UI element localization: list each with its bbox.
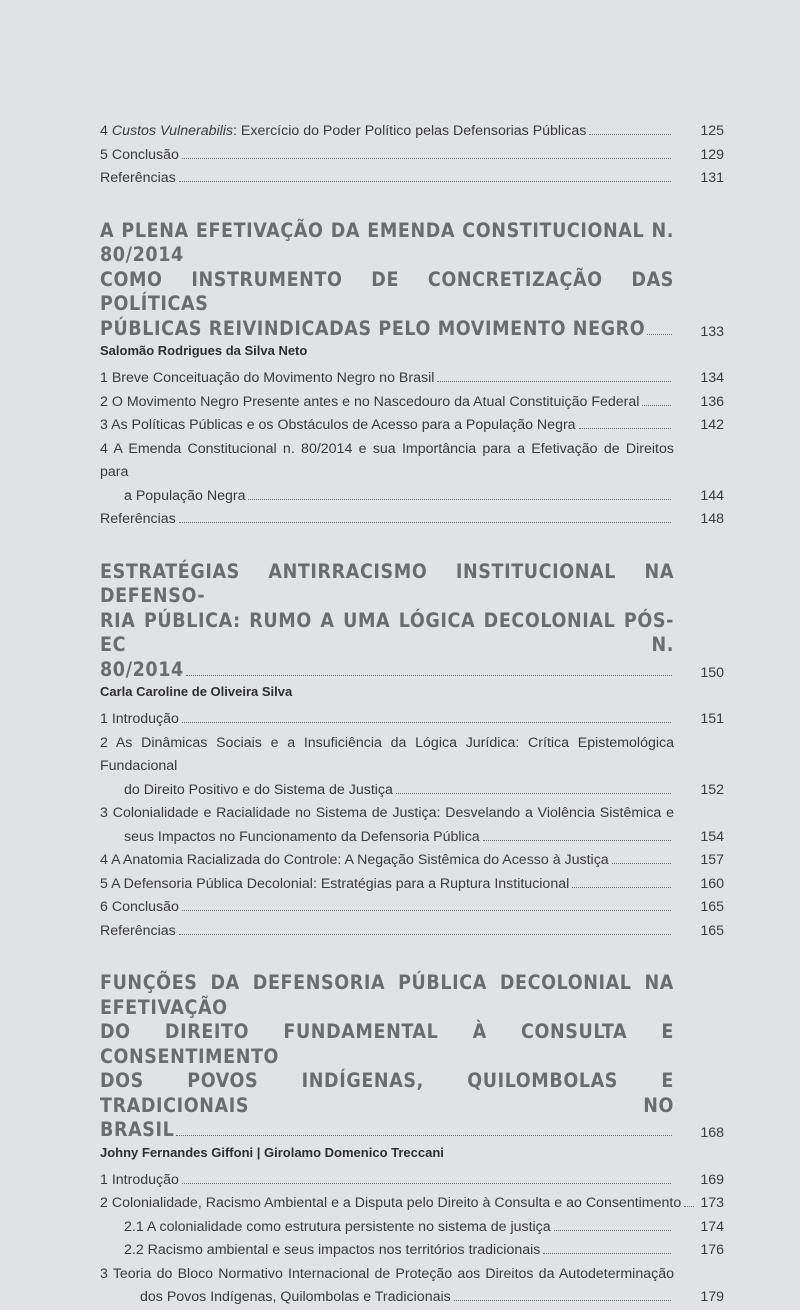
dot-leader	[182, 722, 671, 723]
entry-title-text: Introdução	[111, 711, 179, 727]
table-of-contents	[100, 120, 724, 1310]
dot-leader	[176, 1135, 672, 1136]
entry-title-text: As Políticas Públicas e os Obstáculos de Acesso para a População Negra	[111, 417, 576, 433]
toc-entry	[100, 367, 724, 391]
entry-title	[100, 1169, 179, 1193]
entry-title-text: : Exercício do Poder Político pelas Defensorias Públicas	[233, 123, 587, 139]
entry-number: 4	[100, 123, 112, 139]
entry-title-text: Conclusão	[111, 899, 179, 915]
entry-number: 5	[100, 875, 112, 892]
entry-title-text: Introdução	[111, 1171, 179, 1188]
chapter-title	[100, 971, 724, 1143]
entry-title-text: Breve Conceituação do Movimento Negro no Brasil	[111, 370, 435, 386]
chapter-section	[100, 560, 724, 944]
entry-title	[100, 508, 176, 532]
entry-title-text: dos Povos Indígenas, Quilombolas e Tradicionais	[140, 1289, 451, 1305]
entry-title	[100, 167, 176, 191]
entry-number: 6	[100, 899, 112, 915]
entry-title	[100, 144, 179, 168]
chapter-title-line	[100, 1118, 674, 1143]
entry-title-text: O Movimento Negro Presente antes e no Nascedouro da Atual Constituição Federal	[111, 393, 640, 410]
chapter-author: Carla Caroline de Oliveira Silva	[100, 684, 293, 699]
entry-line	[100, 508, 674, 532]
toc-entry	[100, 896, 724, 920]
entry-page-number: 129	[700, 146, 724, 163]
entry-page-number: 151	[700, 711, 724, 727]
toc-entry	[100, 414, 724, 438]
dot-leader	[396, 793, 671, 794]
dot-leader	[248, 499, 671, 500]
dot-leader	[179, 934, 671, 935]
entry-line	[100, 1263, 674, 1287]
entry-line	[100, 144, 674, 168]
entry-title-text: a População Negra	[124, 487, 246, 504]
chapter-section	[100, 219, 724, 532]
entry-page-number: 148	[700, 511, 724, 527]
entry-page-number: 173	[700, 1195, 724, 1211]
chapter-title-line: RIA PÚBLICA: RUMO A UMA LÓGICA DECOLONIAL PÓS-EC N.	[100, 608, 674, 656]
entry-title-text: Teoria do Bloco Normativo Internacional de Proteção aos Direitos da Autodeterminação	[112, 1265, 674, 1282]
entry-number: 2.1	[124, 1218, 147, 1235]
dot-leader	[186, 675, 672, 676]
entry-title	[100, 873, 569, 897]
chapter-title	[100, 219, 724, 342]
chapter-title-line: ESTRATÉGIAS ANTIRRACISMO INSTITUCIONAL NA DEFENSO-	[100, 559, 674, 607]
entry-line	[100, 896, 674, 920]
entry-page-number: 174	[700, 1218, 724, 1235]
entry-title-text: A Anatomia Racializada do Controle: A Negação Sistêmica do Acesso à Justiça	[111, 852, 609, 868]
toc-entry	[100, 391, 724, 415]
chapter-author: Salomão Rodrigues da Silva Neto	[100, 343, 308, 358]
entry-title	[124, 1239, 540, 1263]
entry-title-text: do Direito Positivo e do Sistema de Justiça	[124, 781, 393, 798]
entry-title-text: As Dinâmicas Sociais e a Insuficiência da Lógica Jurídica: Crítica Epistemológica Fundacional	[100, 734, 674, 774]
entry-page-number: 165	[700, 922, 724, 939]
entry-line	[100, 391, 674, 415]
entry-line	[100, 849, 674, 873]
entry-page-number: 165	[700, 899, 724, 915]
dot-leader	[589, 134, 671, 135]
entry-page-number: 157	[700, 852, 724, 868]
chapter-title-line: FUNÇÕES DA DEFENSORIA PÚBLICA DECOLONIAL NA EFETIVAÇÃO	[100, 971, 674, 1019]
dot-leader	[437, 381, 671, 382]
toc-entry	[100, 1169, 724, 1193]
chapter-author: Johny Fernandes Giffoni | Girolamo Domenico Treccani	[100, 1144, 444, 1160]
entry-number: 2	[100, 734, 116, 751]
entry-title	[100, 920, 176, 944]
dot-leader	[572, 887, 671, 888]
toc-entry	[100, 120, 724, 144]
entry-line	[100, 367, 674, 391]
chapter-title-last: BRASIL	[100, 1118, 175, 1141]
toc-entry	[100, 1216, 724, 1240]
entry-line	[100, 826, 674, 850]
entry-number: 2.2	[124, 1242, 148, 1258]
toc-entry	[100, 144, 724, 168]
toc-entry	[100, 438, 724, 509]
entry-line	[100, 779, 674, 803]
entry-number: 1	[100, 370, 112, 386]
chapter-title-last: PÚBLICAS REIVINDICADAS PELO MOVIMENTO NEGRO	[100, 316, 646, 340]
entry-page-number: 136	[700, 393, 724, 410]
entry-title-text: Referências	[100, 511, 176, 527]
toc-entry	[100, 849, 724, 873]
entry-line	[100, 920, 674, 944]
toc-entry	[100, 1263, 724, 1310]
entry-number: 2	[100, 393, 112, 410]
entry-line	[100, 732, 674, 779]
entry-title-italic: Custos Vulnerabilis	[111, 123, 234, 139]
toc-entry	[100, 1239, 724, 1263]
entry-title-text: A Emenda Constitucional n. 80/2014 e sua Importância para a Efetivação de Direitos para	[100, 440, 674, 480]
entry-title-text: Referências	[100, 170, 176, 186]
entry-title-text: Referências	[100, 922, 176, 939]
entry-page-number: 134	[700, 370, 724, 386]
entry-title-text: Colonialidade, Racismo Ambiental e a Disputa pelo Direito à Consulta e ao Consentimento	[111, 1195, 682, 1211]
entry-number: 3	[100, 417, 112, 433]
entry-line	[100, 1192, 682, 1216]
entry-line	[100, 1286, 674, 1310]
entry-title-text: Racismo ambiental e seus impactos nos territórios tradicionais	[147, 1242, 541, 1258]
entry-number: 2	[100, 1195, 112, 1211]
dot-leader	[612, 863, 671, 864]
toc-entry	[100, 1192, 724, 1216]
entry-line	[100, 438, 674, 485]
entry-title-text: Colonialidade e Racialidade no Sistema de Justiça: Desvelando a Violência Sistêmica e	[112, 805, 674, 821]
entry-page-number: 142	[700, 417, 724, 433]
entry-line	[100, 802, 674, 826]
chapter-page-number: 133	[700, 323, 724, 340]
toc-entry	[100, 920, 724, 944]
toc-entry	[100, 873, 724, 897]
dot-leader	[179, 522, 671, 523]
dot-leader	[454, 1300, 671, 1301]
chapter-page-number: 168	[700, 1125, 724, 1141]
entry-line	[100, 873, 674, 897]
entry-title	[100, 896, 179, 920]
dot-leader	[182, 910, 671, 911]
dot-leader	[647, 334, 672, 335]
toc-entry	[100, 802, 724, 849]
entry-title	[100, 120, 586, 144]
toc-entry	[100, 708, 724, 732]
entry-line	[100, 708, 674, 732]
entry-line	[100, 120, 674, 144]
entry-number: 3	[100, 1265, 113, 1282]
chapter-section	[100, 971, 724, 1310]
entry-number: 1	[100, 1171, 112, 1188]
entry-page-number: 176	[700, 1242, 724, 1258]
entry-page-number: 131	[700, 170, 724, 186]
entry-line	[100, 1169, 674, 1193]
entry-line	[124, 1239, 674, 1263]
dot-leader	[579, 428, 671, 429]
entry-line	[124, 1216, 674, 1240]
entry-page-number: 160	[700, 875, 724, 892]
entry-title	[100, 1192, 681, 1216]
entry-title	[100, 391, 639, 415]
chapter-title-last: 80/2014	[100, 657, 184, 681]
entry-title	[100, 414, 576, 438]
dot-leader	[179, 181, 671, 182]
chapter-title-line: COMO INSTRUMENTO DE CONCRETIZAÇÃO DAS POLÍTICAS	[100, 267, 674, 315]
entry-page-number: 154	[700, 828, 724, 845]
chapter-title-line: DOS POVOS INDÍGENAS, QUILOMBOLAS E TRADICIONAIS NO	[100, 1069, 674, 1117]
entry-title-text: A colonialidade como estrutura persistente no sistema de justiça	[146, 1218, 551, 1235]
entry-title	[100, 708, 179, 732]
entry-title	[100, 367, 434, 391]
chapter-title	[100, 560, 724, 683]
dot-leader	[642, 405, 671, 406]
entry-title-text: seus Impactos no Funcionamento da Defensoria Pública	[124, 828, 480, 845]
dot-leader	[554, 1230, 671, 1231]
chapter-title-line	[100, 658, 674, 683]
entry-number: 4	[100, 852, 112, 868]
toc-entry	[100, 508, 724, 532]
dot-leader	[483, 840, 671, 841]
entry-page-number: 144	[700, 487, 724, 504]
dot-leader	[543, 1253, 671, 1254]
dot-leader	[182, 158, 671, 159]
entry-number: 4	[100, 440, 114, 457]
entry-page-number: 169	[700, 1171, 724, 1188]
entry-number: 3	[100, 805, 113, 821]
entry-number: 5	[100, 146, 112, 163]
entry-line	[100, 414, 674, 438]
entry-title	[100, 849, 609, 873]
dot-leader	[182, 1183, 671, 1184]
entry-number: 1	[100, 711, 112, 727]
entry-line	[100, 485, 674, 509]
chapter-page-number: 150	[700, 664, 724, 681]
entry-page-number: 125	[700, 123, 724, 139]
chapter-title-line: DO DIREITO FUNDAMENTAL À CONSULTA E CONSENTIMENTO	[100, 1020, 674, 1068]
chapter-title-line	[100, 317, 674, 342]
entry-line	[100, 167, 674, 191]
entry-title-text: A Defensoria Pública Decolonial: Estratégias para a Ruptura Institucional	[111, 875, 570, 892]
entry-page-number: 179	[700, 1289, 724, 1305]
toc-entry	[100, 732, 724, 803]
entry-title	[124, 1216, 551, 1240]
entry-page-number: 152	[700, 781, 724, 798]
chapter-title-line: A PLENA EFETIVAÇÃO DA EMENDA CONSTITUCIONAL N. 80/2014	[100, 218, 674, 266]
entry-title-text: Conclusão	[111, 146, 179, 163]
toc-entry	[100, 167, 724, 191]
